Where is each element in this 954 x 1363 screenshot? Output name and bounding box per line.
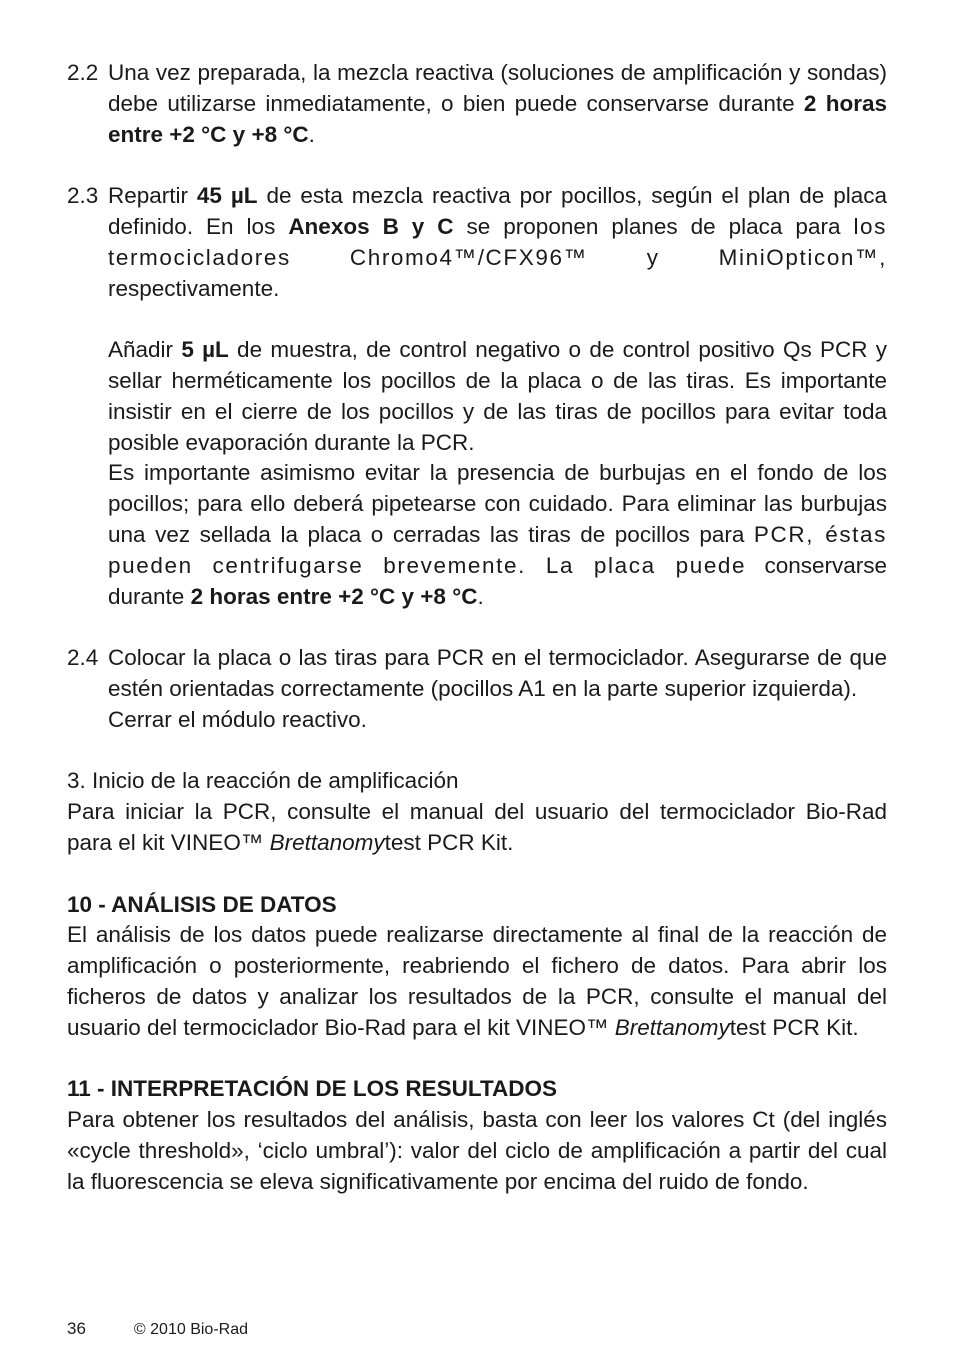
document-page — [67, 58, 887, 1197]
page-number: 36 — [67, 1319, 86, 1338]
step-2-2-text: Una vez preparada, la mezcla reactiva (soluciones de amplificación y sondas) debe utilizarse inmediatamente, o bien puede conservarse durante 2 horas entre +2 °C y +8 °C. — [108, 60, 887, 147]
section-11-heading: 11 - INTERPRETACIÓN DE LOS RESULTADOS — [67, 1076, 558, 1102]
storage-condition: 2 horas entre +2 °C y +8 °C — [108, 90, 887, 147]
section-11-text: Para obtener los resultados del análisis, basta con leer los valores Ct (del inglés «cycle threshold», ‘ciclo umbral’): valor del ciclo de amplificación a partir del cual la fluorescencia se eleva significativamente por encima del ruido de fondo. — [67, 1107, 887, 1194]
step-2-4 — [67, 643, 887, 735]
section-3-heading: 3. Inicio de la reacción de amplificación — [67, 768, 459, 794]
copyright: © 2010 Bio-Rad — [133, 1321, 248, 1338]
page-footer — [67, 1318, 248, 1341]
volume-value: 45 µL — [196, 183, 258, 209]
section-3-text: Para iniciar la PCR, consulte el manual del usuario del termociclador Bio-Rad para el kit VINEO™ Brettanomytest PCR Kit. — [67, 799, 887, 855]
step-2-3-bubbles-text: Es importante asimismo evitar la presencia de burbujas en el fondo de los pocillos; para ello deberá pipetearse con cuidado. Para eliminar las burbujas una vez sellada la placa o cerradas las tiras de pocillos para PCR, éstas pueden centrifugarse brevemente. La placa puede conservarse durante 2 horas entre +2 °C y +8 °C. — [108, 460, 887, 609]
annex-reference: Anexos B y C — [288, 213, 454, 239]
step-2-3-text: Repartir 45 µL de esta mezcla reactiva por pocillos, según el plan de placa definido. En los Anexos B y C se proponen planes de placa para los termocicladores Chromo4™/CFX96™ y MiniOpticon™, respectivamente. — [108, 183, 888, 301]
step-number: 2.4 — [67, 645, 99, 671]
sample-volume: 5 µL — [181, 337, 229, 363]
section-10-heading: 10 - ANÁLISIS DE DATOS — [67, 891, 337, 917]
step-2-3 — [67, 181, 887, 612]
step-2-4-close-text: Cerrar el módulo reactivo. — [108, 706, 367, 732]
section-10-text: El análisis de los datos puede realizarse directamente al final de la reacción de amplificación o posteriormente, reabriendo el fichero de datos. Para abrir los ficheros de datos y analizar los resultados de la PCR, consulte el manual del usuario del termociclador Bio-Rad para el kit VINEO™ Brettanomytest PCR Kit. — [67, 922, 887, 1040]
step-2-2 — [67, 58, 887, 150]
step-number: 2.3 — [67, 183, 99, 209]
step-number: 2.2 — [67, 60, 99, 85]
storage-condition: 2 horas entre +2 °C y +8 °C — [190, 583, 478, 609]
step-2-3-sample-text: Añadir 5 µL de muestra, de control negativo o de control positivo Qs PCR y sellar herméticamente los pocillos de la placa o de las tiras. Es importante insistir en el cierre de los pocillos y de las tiras de pocillos para evitar toda posible evaporación durante la PCR. — [108, 337, 887, 455]
step-2-4-text: Colocar la placa o las tiras para PCR en el termociclador. Asegurarse de que estén orientadas correctamente (pocillos A1 en la parte superior izquierda). — [108, 645, 887, 701]
